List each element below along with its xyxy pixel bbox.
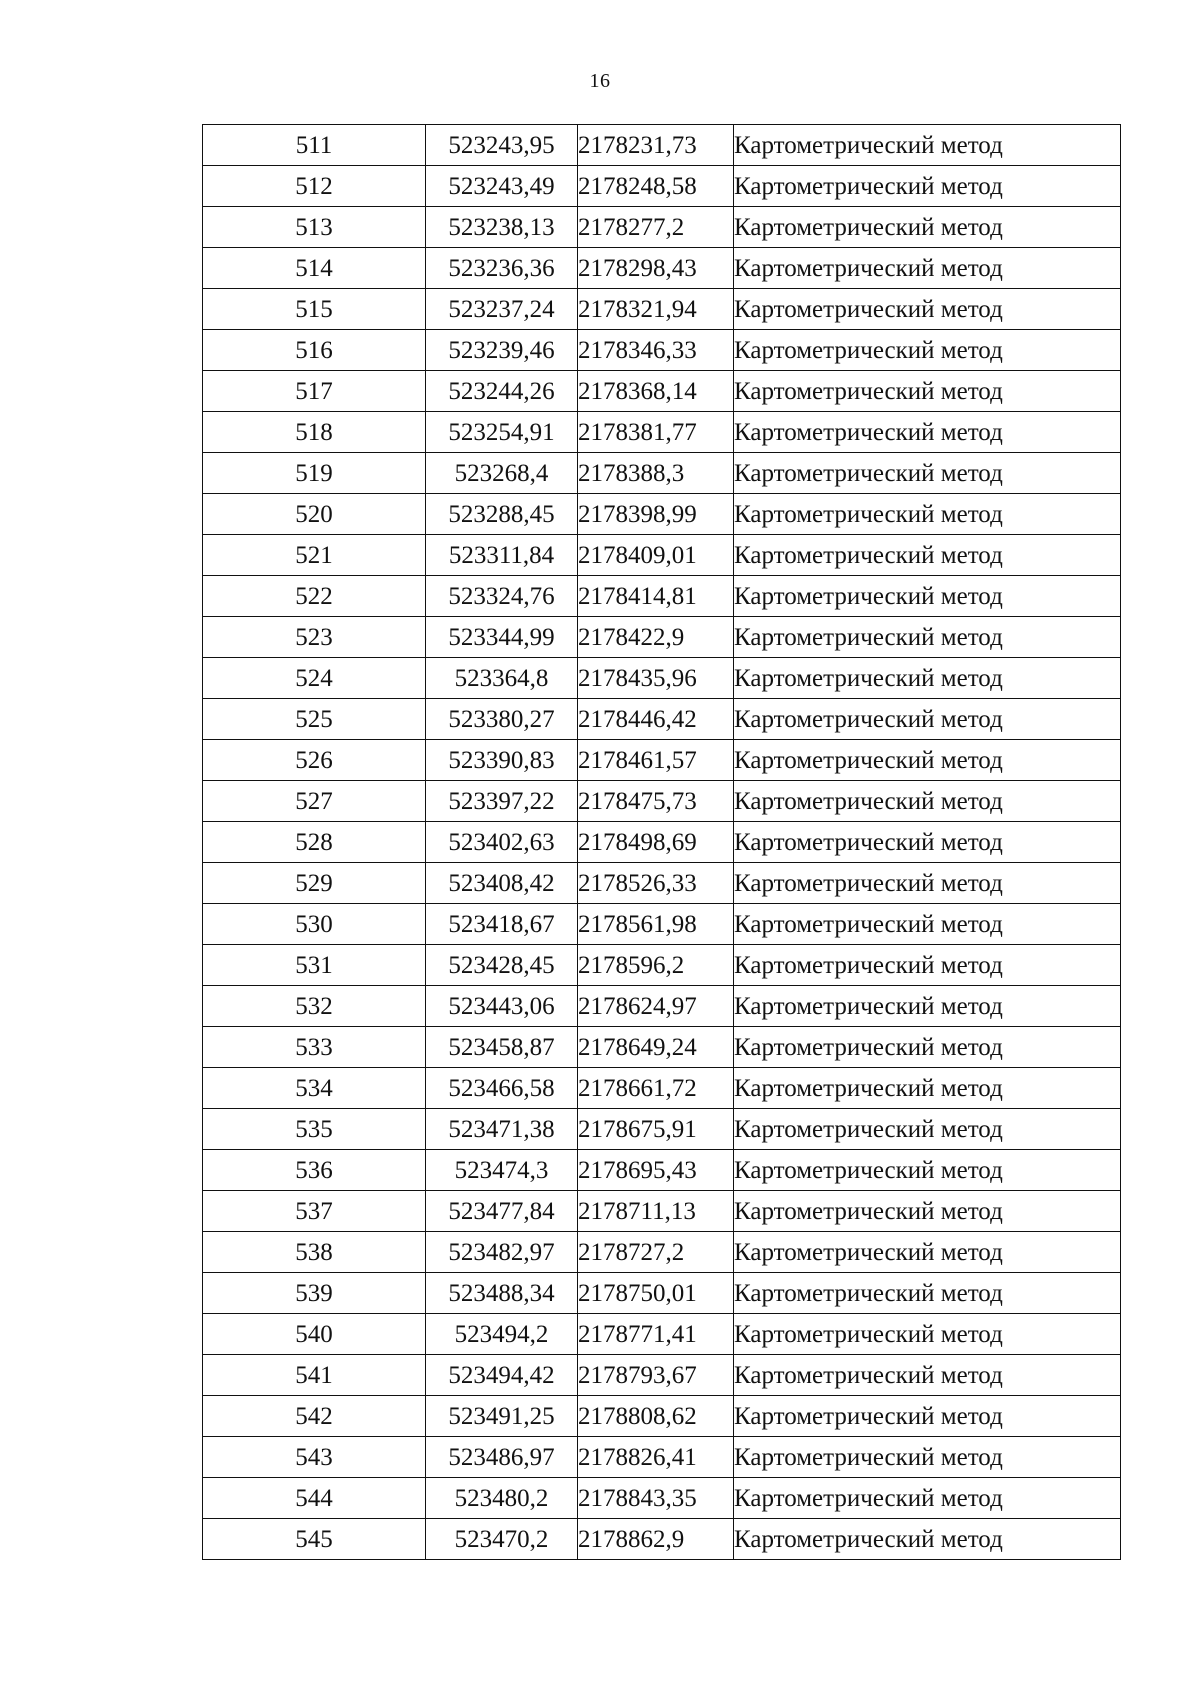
method-cell: Картометрический метод: [734, 1068, 1121, 1109]
point-number-cell: 516: [203, 330, 426, 371]
y-coordinate-cell: 2178750,01: [578, 1273, 734, 1314]
table-row: [203, 207, 1121, 248]
x-coordinate-cell: 523244,26: [426, 371, 578, 412]
point-number-cell: 537: [203, 1191, 426, 1232]
x-coordinate-cell: 523364,8: [426, 658, 578, 699]
method-cell: Картометрический метод: [734, 863, 1121, 904]
table-row: [203, 781, 1121, 822]
method-cell: Картометрический метод: [734, 986, 1121, 1027]
table-row: [203, 125, 1121, 166]
point-number-cell: 536: [203, 1150, 426, 1191]
y-coordinate-cell: 2178843,35: [578, 1478, 734, 1519]
point-number-cell: 532: [203, 986, 426, 1027]
point-number-cell: 545: [203, 1519, 426, 1560]
table-row: [203, 699, 1121, 740]
x-coordinate-cell: 523236,36: [426, 248, 578, 289]
method-cell: Картометрический метод: [734, 658, 1121, 699]
point-number-cell: 530: [203, 904, 426, 945]
point-number-cell: 541: [203, 1355, 426, 1396]
x-coordinate-cell: 523311,84: [426, 535, 578, 576]
x-coordinate-cell: 523254,91: [426, 412, 578, 453]
table-row: [203, 1437, 1121, 1478]
x-coordinate-cell: 523477,84: [426, 1191, 578, 1232]
table-row: [203, 1109, 1121, 1150]
method-cell: Картометрический метод: [734, 740, 1121, 781]
x-coordinate-cell: 523443,06: [426, 986, 578, 1027]
point-number-cell: 534: [203, 1068, 426, 1109]
x-coordinate-cell: 523482,97: [426, 1232, 578, 1273]
table-row: [203, 535, 1121, 576]
point-number-cell: 511: [203, 125, 426, 166]
method-cell: Картометрический метод: [734, 945, 1121, 986]
method-cell: Картометрический метод: [734, 207, 1121, 248]
y-coordinate-cell: 2178277,2: [578, 207, 734, 248]
point-number-cell: 524: [203, 658, 426, 699]
table-row: [203, 1478, 1121, 1519]
table-row: [203, 371, 1121, 412]
table-row: [203, 1519, 1121, 1560]
table-row: [203, 576, 1121, 617]
table-row: [203, 1355, 1121, 1396]
method-cell: Картометрический метод: [734, 617, 1121, 658]
y-coordinate-cell: 2178446,42: [578, 699, 734, 740]
x-coordinate-cell: 523470,2: [426, 1519, 578, 1560]
x-coordinate-cell: 523494,2: [426, 1314, 578, 1355]
y-coordinate-cell: 2178346,33: [578, 330, 734, 371]
coordinates-table-body: [203, 125, 1121, 1560]
y-coordinate-cell: 2178793,67: [578, 1355, 734, 1396]
point-number-cell: 514: [203, 248, 426, 289]
method-cell: Картометрический метод: [734, 1150, 1121, 1191]
y-coordinate-cell: 2178422,9: [578, 617, 734, 658]
table-row: [203, 617, 1121, 658]
y-coordinate-cell: 2178711,13: [578, 1191, 734, 1232]
x-coordinate-cell: 523408,42: [426, 863, 578, 904]
point-number-cell: 515: [203, 289, 426, 330]
method-cell: Картометрический метод: [734, 699, 1121, 740]
x-coordinate-cell: 523486,97: [426, 1437, 578, 1478]
point-number-cell: 520: [203, 494, 426, 535]
method-cell: Картометрический метод: [734, 1314, 1121, 1355]
point-number-cell: 543: [203, 1437, 426, 1478]
method-cell: Картометрический метод: [734, 1396, 1121, 1437]
method-cell: Картометрический метод: [734, 494, 1121, 535]
y-coordinate-cell: 2178381,77: [578, 412, 734, 453]
table-row: [203, 1396, 1121, 1437]
table-row: [203, 412, 1121, 453]
method-cell: Картометрический метод: [734, 576, 1121, 617]
table-row: [203, 166, 1121, 207]
method-cell: Картометрический метод: [734, 1027, 1121, 1068]
x-coordinate-cell: 523458,87: [426, 1027, 578, 1068]
y-coordinate-cell: 2178808,62: [578, 1396, 734, 1437]
x-coordinate-cell: 523380,27: [426, 699, 578, 740]
x-coordinate-cell: 523243,95: [426, 125, 578, 166]
method-cell: Картометрический метод: [734, 289, 1121, 330]
table-row: [203, 1191, 1121, 1232]
point-number-cell: 522: [203, 576, 426, 617]
method-cell: Картометрический метод: [734, 1355, 1121, 1396]
x-coordinate-cell: 523474,3: [426, 1150, 578, 1191]
x-coordinate-cell: 523428,45: [426, 945, 578, 986]
y-coordinate-cell: 2178649,24: [578, 1027, 734, 1068]
method-cell: Картометрический метод: [734, 125, 1121, 166]
method-cell: Картометрический метод: [734, 535, 1121, 576]
x-coordinate-cell: 523480,2: [426, 1478, 578, 1519]
method-cell: Картометрический метод: [734, 248, 1121, 289]
point-number-cell: 528: [203, 822, 426, 863]
table-row: [203, 1232, 1121, 1273]
method-cell: Картометрический метод: [734, 166, 1121, 207]
table-row: [203, 1150, 1121, 1191]
table-row: [203, 330, 1121, 371]
x-coordinate-cell: 523324,76: [426, 576, 578, 617]
point-number-cell: 542: [203, 1396, 426, 1437]
y-coordinate-cell: 2178409,01: [578, 535, 734, 576]
y-coordinate-cell: 2178461,57: [578, 740, 734, 781]
method-cell: Картометрический метод: [734, 1191, 1121, 1232]
table-row: [203, 986, 1121, 1027]
x-coordinate-cell: 523494,42: [426, 1355, 578, 1396]
y-coordinate-cell: 2178661,72: [578, 1068, 734, 1109]
x-coordinate-cell: 523344,99: [426, 617, 578, 658]
point-number-cell: 523: [203, 617, 426, 658]
y-coordinate-cell: 2178526,33: [578, 863, 734, 904]
method-cell: Картометрический метод: [734, 1109, 1121, 1150]
y-coordinate-cell: 2178368,14: [578, 371, 734, 412]
table-row: [203, 904, 1121, 945]
y-coordinate-cell: 2178398,99: [578, 494, 734, 535]
point-number-cell: 521: [203, 535, 426, 576]
x-coordinate-cell: 523491,25: [426, 1396, 578, 1437]
method-cell: Картометрический метод: [734, 412, 1121, 453]
y-coordinate-cell: 2178596,2: [578, 945, 734, 986]
point-number-cell: 533: [203, 1027, 426, 1068]
y-coordinate-cell: 2178826,41: [578, 1437, 734, 1478]
table-row: [203, 1314, 1121, 1355]
table-row: [203, 248, 1121, 289]
point-number-cell: 538: [203, 1232, 426, 1273]
point-number-cell: 540: [203, 1314, 426, 1355]
x-coordinate-cell: 523466,58: [426, 1068, 578, 1109]
point-number-cell: 517: [203, 371, 426, 412]
point-number-cell: 527: [203, 781, 426, 822]
point-number-cell: 531: [203, 945, 426, 986]
y-coordinate-cell: 2178435,96: [578, 658, 734, 699]
y-coordinate-cell: 2178498,69: [578, 822, 734, 863]
method-cell: Картометрический метод: [734, 904, 1121, 945]
table-row: [203, 453, 1121, 494]
y-coordinate-cell: 2178624,97: [578, 986, 734, 1027]
y-coordinate-cell: 2178388,3: [578, 453, 734, 494]
method-cell: Картометрический метод: [734, 1232, 1121, 1273]
y-coordinate-cell: 2178727,2: [578, 1232, 734, 1273]
y-coordinate-cell: 2178298,43: [578, 248, 734, 289]
point-number-cell: 544: [203, 1478, 426, 1519]
x-coordinate-cell: 523243,49: [426, 166, 578, 207]
x-coordinate-cell: 523288,45: [426, 494, 578, 535]
method-cell: Картометрический метод: [734, 781, 1121, 822]
table-row: [203, 658, 1121, 699]
table-row: [203, 1068, 1121, 1109]
method-cell: Картометрический метод: [734, 822, 1121, 863]
method-cell: Картометрический метод: [734, 330, 1121, 371]
method-cell: Картометрический метод: [734, 1273, 1121, 1314]
point-number-cell: 539: [203, 1273, 426, 1314]
point-number-cell: 535: [203, 1109, 426, 1150]
method-cell: Картометрический метод: [734, 1437, 1121, 1478]
x-coordinate-cell: 523239,46: [426, 330, 578, 371]
x-coordinate-cell: 523397,22: [426, 781, 578, 822]
y-coordinate-cell: 2178231,73: [578, 125, 734, 166]
x-coordinate-cell: 523238,13: [426, 207, 578, 248]
y-coordinate-cell: 2178248,58: [578, 166, 734, 207]
table-row: [203, 1273, 1121, 1314]
point-number-cell: 513: [203, 207, 426, 248]
x-coordinate-cell: 523488,34: [426, 1273, 578, 1314]
x-coordinate-cell: 523237,24: [426, 289, 578, 330]
x-coordinate-cell: 523471,38: [426, 1109, 578, 1150]
table-row: [203, 1027, 1121, 1068]
y-coordinate-cell: 2178475,73: [578, 781, 734, 822]
y-coordinate-cell: 2178321,94: [578, 289, 734, 330]
table-row: [203, 822, 1121, 863]
page-number: 16: [589, 70, 611, 92]
point-number-cell: 526: [203, 740, 426, 781]
y-coordinate-cell: 2178561,98: [578, 904, 734, 945]
y-coordinate-cell: 2178675,91: [578, 1109, 734, 1150]
table-row: [203, 289, 1121, 330]
method-cell: Картометрический метод: [734, 1478, 1121, 1519]
y-coordinate-cell: 2178414,81: [578, 576, 734, 617]
point-number-cell: 529: [203, 863, 426, 904]
point-number-cell: 525: [203, 699, 426, 740]
coordinates-table: [202, 124, 1121, 1560]
x-coordinate-cell: 523268,4: [426, 453, 578, 494]
x-coordinate-cell: 523390,83: [426, 740, 578, 781]
point-number-cell: 512: [203, 166, 426, 207]
method-cell: Картометрический метод: [734, 453, 1121, 494]
point-number-cell: 518: [203, 412, 426, 453]
x-coordinate-cell: 523402,63: [426, 822, 578, 863]
y-coordinate-cell: 2178771,41: [578, 1314, 734, 1355]
table-row: [203, 863, 1121, 904]
point-number-cell: 519: [203, 453, 426, 494]
x-coordinate-cell: 523418,67: [426, 904, 578, 945]
y-coordinate-cell: 2178862,9: [578, 1519, 734, 1560]
table-row: [203, 740, 1121, 781]
method-cell: Картометрический метод: [734, 371, 1121, 412]
method-cell: Картометрический метод: [734, 1519, 1121, 1560]
table-row: [203, 945, 1121, 986]
table-row: [203, 494, 1121, 535]
y-coordinate-cell: 2178695,43: [578, 1150, 734, 1191]
